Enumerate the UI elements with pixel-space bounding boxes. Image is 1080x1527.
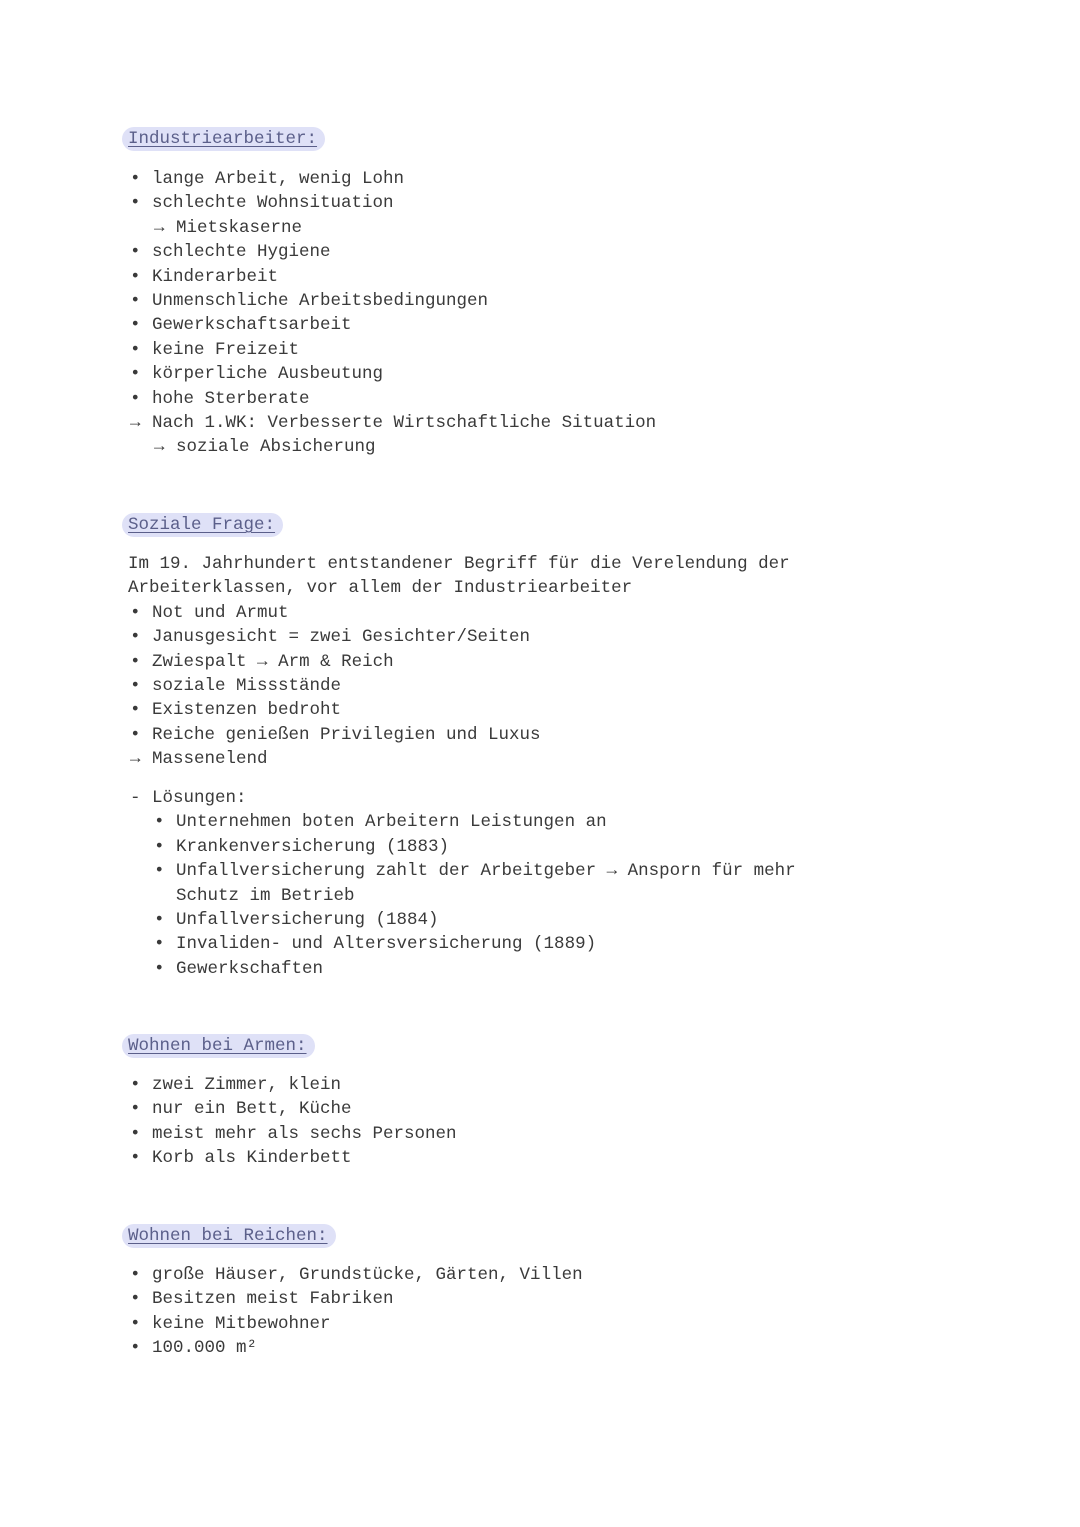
sub-item: → soziale Absicherung (128, 435, 928, 459)
list-loesungen (128, 786, 928, 981)
bullet-icon: • (130, 1099, 141, 1120)
sub-item: • Unfallversicherung zahlt der Arbeitgeber → Ansporn für mehr (128, 859, 928, 883)
list-item: • schlechte Hygiene (128, 240, 928, 264)
list-item: • Not und Armut (128, 601, 928, 625)
bullet-icon: • (130, 724, 141, 745)
bullet-icon: • (130, 388, 141, 409)
list-item: • keine Mitbewohner (128, 1312, 928, 1336)
bullet-icon: • (154, 812, 165, 833)
bullet-icon: • (154, 836, 165, 857)
list-item: • nur ein Bett, Küche (128, 1097, 928, 1121)
list-wohnen-armen (128, 1073, 928, 1171)
list-item: • Existenzen bedroht (128, 698, 928, 722)
bullet-icon: • (130, 675, 141, 696)
sub-item: • Gewerkschaften (128, 957, 928, 981)
list-item: • Gewerkschaftsarbeit (128, 313, 928, 337)
bullet-icon: • (130, 651, 141, 672)
list-item: • Korb als Kinderbett (128, 1146, 928, 1170)
heading-wohnen-armen (122, 1034, 315, 1058)
bullet-icon: • (154, 861, 165, 882)
arrow-right-icon: → (130, 412, 141, 433)
list-item: • Janusgesicht = zwei Gesichter/Seiten (128, 625, 928, 649)
bullet-icon: • (130, 339, 141, 360)
list-item: • Besitzen meist Fabriken (128, 1287, 928, 1311)
heading-text: Wohnen bei Reichen: (128, 1226, 328, 1246)
loesungen-label: - Lösungen: (128, 786, 928, 810)
list-item: • soziale Missstände (128, 674, 928, 698)
bullet-icon: • (154, 909, 165, 930)
bullet-icon: • (130, 1338, 141, 1359)
bullet-icon: • (130, 1289, 141, 1310)
heading-industriearbeiter (122, 127, 325, 151)
arrow-right-icon: → (154, 437, 165, 458)
list-item: → Nach 1.WK: Verbesserte Wirtschaftliche Situation (128, 411, 928, 435)
bullet-icon: • (130, 266, 141, 287)
arrow-right-icon: → (154, 217, 165, 238)
list-item: • körperliche Ausbeutung (128, 362, 928, 386)
list-item: → Massenelend (128, 747, 928, 771)
bullet-icon: • (130, 602, 141, 623)
list-item: • Kinderarbeit (128, 265, 928, 289)
bullet-icon: • (130, 364, 141, 385)
arrow-right-icon: → (606, 861, 618, 882)
sub-item: → Mietskaserne (128, 216, 928, 240)
list-item: • 100.000 m² (128, 1336, 928, 1360)
list-soziale-frage (128, 552, 928, 772)
bullet-icon: • (130, 290, 141, 311)
heading-text: Industriearbeiter: (128, 129, 318, 149)
sub-item: • Invaliden- und Altersversicherung (1889) (128, 932, 928, 956)
list-item: • Zwiespalt → Arm & Reich (128, 650, 928, 674)
intro-line: Arbeiterklassen, vor allem der Industriearbeiter (128, 578, 633, 599)
arrow-right-icon: → (257, 651, 268, 672)
list-item: • große Häuser, Grundstücke, Gärten, Villen (128, 1263, 928, 1287)
bullet-icon: • (130, 1123, 141, 1144)
sub-item: • Krankenversicherung (1883) (128, 835, 928, 859)
list-wohnen-reichen (128, 1263, 928, 1361)
heading-wohnen-reichen (122, 1224, 336, 1248)
list-item: • schlechte Wohnsituation (128, 191, 928, 215)
heading-soziale-frage (122, 513, 283, 537)
list-item: • hohe Sterberate (128, 387, 928, 411)
bullet-icon: • (130, 242, 141, 263)
bullet-icon: • (154, 934, 165, 955)
dash-icon: - (130, 788, 141, 808)
bullet-icon: • (130, 315, 141, 336)
sub-item: • Unfallversicherung (1884) (128, 908, 928, 932)
list-item: • keine Freizeit (128, 338, 928, 362)
bullet-icon: • (130, 627, 141, 648)
intro-line: Im 19. Jahrhundert entstandener Begriff für die Verelendung der (128, 554, 790, 574)
heading-text: Soziale Frage: (128, 515, 276, 535)
list-item: • Unmenschliche Arbeitsbedingungen (128, 289, 928, 313)
bullet-icon: • (130, 1313, 141, 1334)
list-industriearbeiter (128, 167, 928, 460)
bullet-icon: • (130, 169, 141, 189)
arrow-right-icon: → (130, 749, 141, 770)
list-item: • meist mehr als sechs Personen (128, 1122, 928, 1146)
list-item: • Reiche genießen Privilegien und Luxus (128, 723, 928, 747)
bullet-icon: • (130, 1075, 141, 1095)
bullet-icon: • (130, 700, 141, 721)
sub-item-continuation: Schutz im Betrieb (176, 885, 355, 906)
bullet-icon: • (130, 193, 141, 214)
heading-text: Wohnen bei Armen: (128, 1036, 307, 1056)
sub-item: • Unternehmen boten Arbeitern Leistungen an (128, 810, 928, 834)
list-item: • lange Arbeit, wenig Lohn (128, 167, 928, 191)
list-item: • zwei Zimmer, klein (128, 1073, 928, 1097)
bullet-icon: • (130, 1148, 141, 1169)
bullet-icon: • (130, 1265, 141, 1285)
bullet-icon: • (154, 958, 165, 979)
